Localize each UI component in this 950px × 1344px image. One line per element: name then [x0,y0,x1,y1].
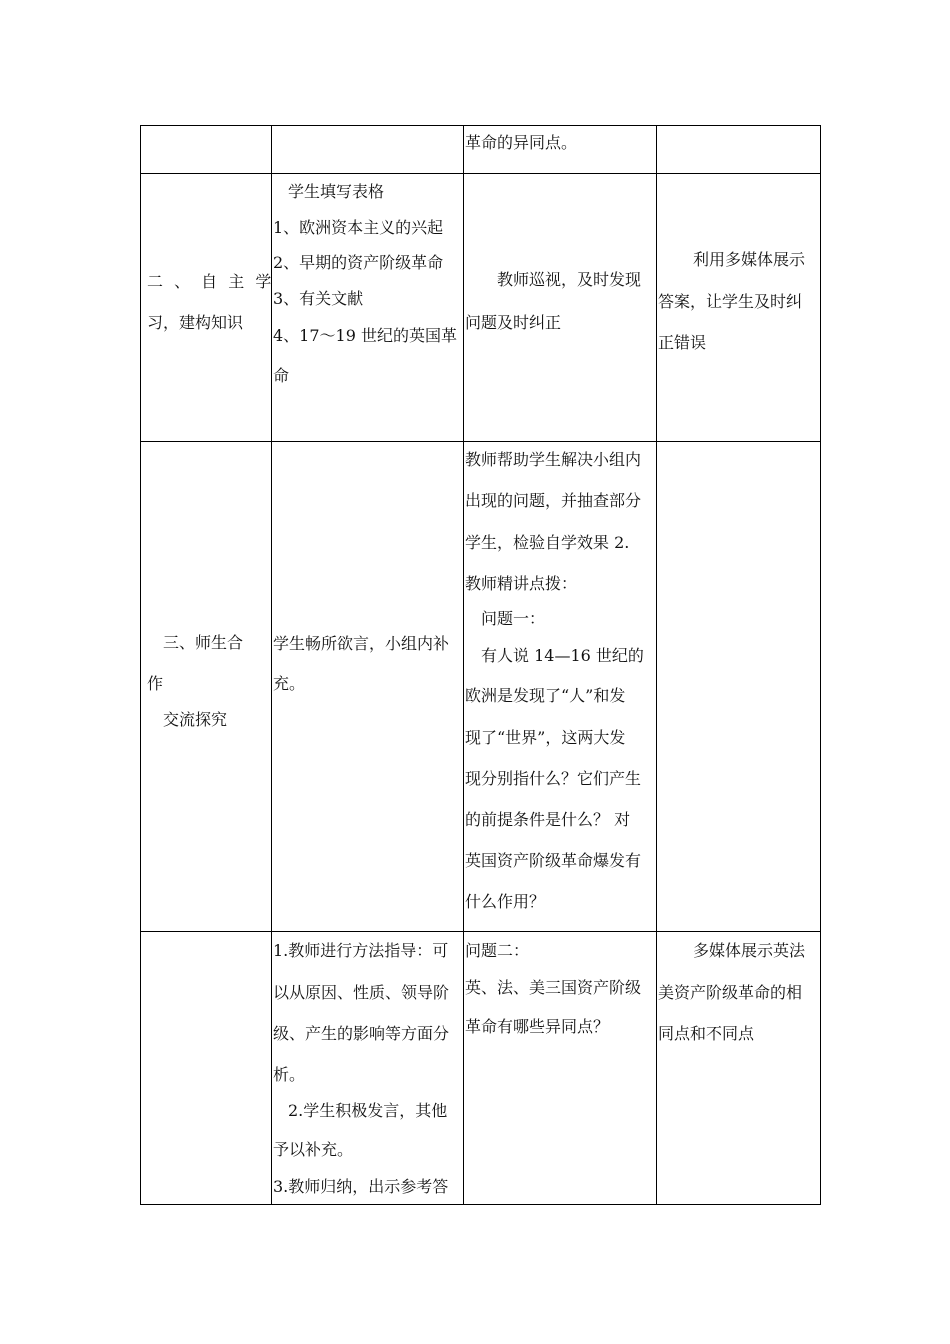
row3-col4-cell [656,441,821,931]
row1-col4-cell [656,125,821,173]
row1-col2-cell [271,125,463,173]
row2-col1-line: 习，建构知识 [147,313,244,332]
row3-col1-line: 三、师生合 [163,633,244,652]
row4-col2-line: 级、产生的影响等方面分 [273,1024,450,1043]
row3-col3-line: 学生，检验自学效果 2. [465,533,630,552]
row3-col3-line: 欧洲是发现了“人”和发 [465,686,626,705]
row4-col4-cell [656,931,821,1205]
row4-col3-line: 英、法、美三国资产阶级 [465,978,642,997]
row3-col2-line: 充。 [273,674,306,693]
row4-col2-line: 以从原因、性质、领导阶 [273,983,450,1002]
row3-col3-line: 现了“世界”，这两大发 [465,728,626,747]
row2-col4-line: 正错误 [658,333,707,352]
row2-col3-line: 问题及时纠正 [465,313,562,332]
row2-col4-line: 利用多媒体展示 [693,250,806,269]
row1-col3-text: 革命的异同点。 [465,133,578,152]
row4-col2-line: 2.学生积极发言，其他 [288,1101,448,1120]
row2-col2-line: 命 [273,366,290,385]
row3-col3-line: 什么作用？ [465,892,546,911]
row2-col1-cell [140,173,271,441]
row2-col3-cell [463,173,656,441]
row4-col4-line: 美资产阶级革命的相 [658,983,803,1002]
row3-col3-line: 有人说 14—16 世纪的 [481,646,644,665]
row2-col2-line: 1、欧洲资本主义的兴起 [273,218,444,237]
row2-col1-line: 二 、 自 主 学 [147,272,275,291]
row2-col4-line: 答案，让学生及时纠 [658,292,803,311]
row2-col2-line: 学生填写表格 [288,182,385,201]
row3-col3-line: 问题一： [481,609,546,628]
row4-col3-line: 问题二： [465,941,530,960]
row4-col3-line: 革命有哪些异同点？ [465,1017,610,1036]
row2-col2-line: 3、有关文献 [273,289,364,308]
row3-col3-line: 教师帮助学生解决小组内 [465,450,642,469]
row3-col2-line: 学生畅所欲言，小组内补 [273,634,450,653]
row3-col3-line: 英国资产阶级革命爆发有 [465,851,642,870]
row3-col1-line: 交流探究 [163,710,228,729]
row3-col3-line: 教师精讲点拨： [465,574,578,593]
row1-col1-cell [140,125,271,173]
row4-col2-line: 予以补充。 [273,1140,354,1159]
row4-col1-cell [140,931,271,1205]
row3-col1-line: 作 [147,674,164,693]
row4-col4-line: 多媒体展示英法 [693,941,806,960]
row3-col3-line: 现分别指什么？它们产生 [465,769,642,788]
row2-col3-line: 教师巡视，及时发现 [497,270,642,289]
row4-col2-line: 析。 [273,1065,306,1084]
row4-col3-cell [463,931,656,1205]
row3-col3-line: 出现的问题，并抽查部分 [465,491,642,510]
row2-col2-line: 2、早期的资产阶级革命 [273,253,444,272]
row4-col4-line: 同点和不同点 [658,1024,755,1043]
row4-col2-line: 1.教师进行方法指导：可 [273,941,449,960]
row3-col3-line: 的前提条件是什么？ 对 [465,810,631,829]
row4-col2-line: 3.教师归纳，出示参考答 [273,1177,449,1196]
row2-col2-line: 4、17～19 世纪的英国革 [273,326,457,345]
